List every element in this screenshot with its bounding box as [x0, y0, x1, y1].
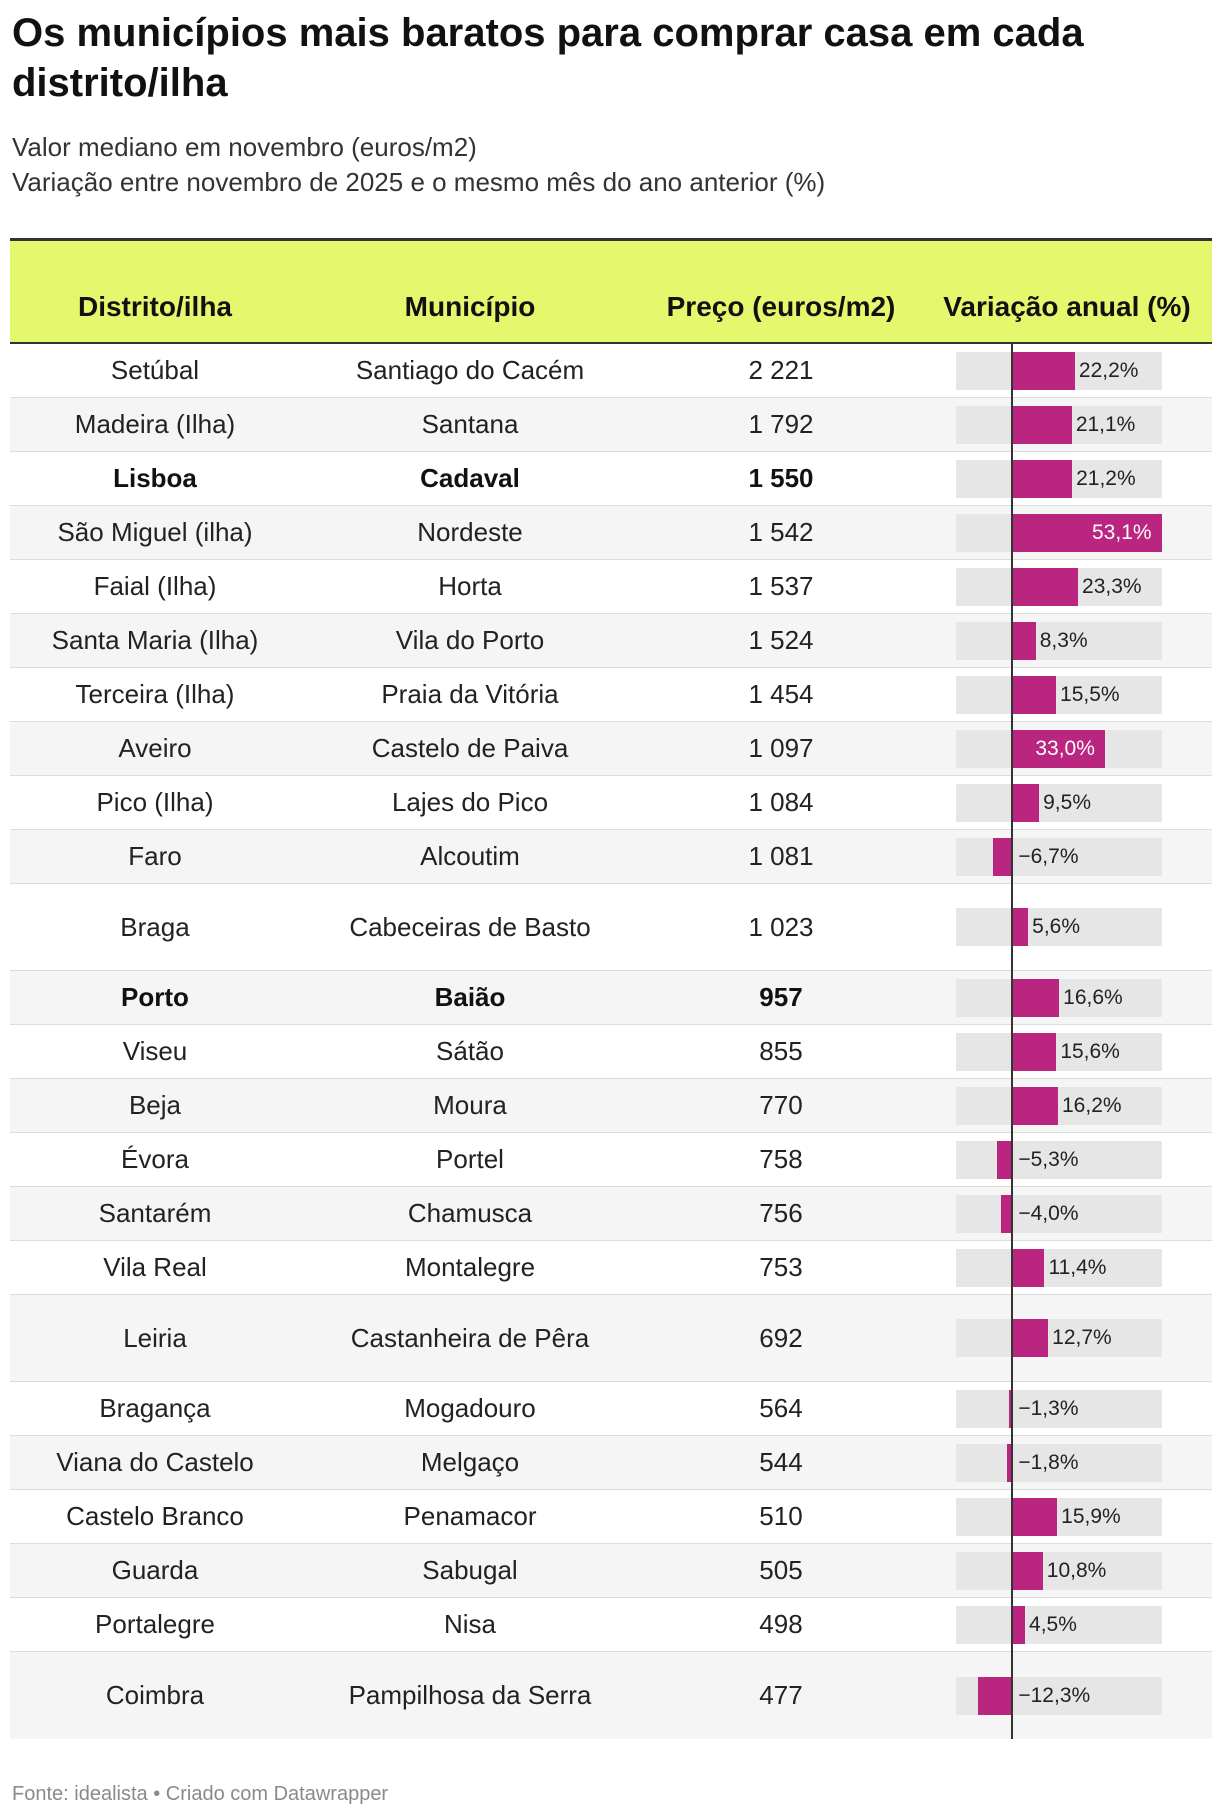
- table-row: [10, 1241, 1212, 1295]
- variation-label: 5,6%: [1032, 915, 1081, 938]
- cell-variation: [922, 560, 1212, 613]
- cell-variation: [922, 1490, 1212, 1543]
- cell-variation: [922, 776, 1212, 829]
- cell-district: Leiria: [123, 1322, 187, 1353]
- variation-bar: [1012, 1319, 1048, 1357]
- bar-track: [956, 676, 1162, 714]
- variation-bar: [1012, 460, 1072, 498]
- cell-price: 756: [759, 1198, 803, 1228]
- cell-variation: [922, 1652, 1212, 1739]
- cell-municipality: Penamacor: [403, 1501, 537, 1531]
- cell-municipality: Mogadouro: [404, 1393, 536, 1423]
- table-row: [10, 830, 1212, 884]
- footer-separator: •: [153, 1783, 161, 1805]
- header-municipality[interactable]: Município: [404, 291, 536, 322]
- cell-municipality: Montalegre: [404, 1252, 536, 1282]
- cell-municipality: Cabeceiras de Basto: [349, 911, 591, 942]
- cell-municipality: Alcoutim: [420, 841, 520, 871]
- cell-variation: [922, 884, 1212, 970]
- table-row: [10, 1652, 1212, 1739]
- cell-district: Évora: [121, 1144, 189, 1174]
- cell-variation: [922, 614, 1212, 667]
- cell-district: Santarém: [98, 1198, 212, 1228]
- variation-label: −1,8%: [1018, 1450, 1079, 1474]
- variation-label: −12,3%: [1018, 1683, 1091, 1707]
- cell-variation: [922, 971, 1212, 1024]
- cell-district: Beja: [128, 1090, 182, 1120]
- table-row: [10, 398, 1212, 452]
- variation-bar: [1012, 676, 1056, 714]
- variation-label: −6,7%: [1018, 844, 1079, 868]
- cell-price: 1 792: [748, 409, 814, 439]
- header-district[interactable]: Distrito/ilha: [77, 291, 232, 322]
- cell-variation: [922, 1187, 1212, 1240]
- variation-label: 33,0%: [1035, 736, 1095, 760]
- variation-label: 8,3%: [1039, 628, 1088, 652]
- cell-price: 1 023: [748, 911, 814, 942]
- variation-bar: [1012, 568, 1078, 606]
- variation-label: 21,1%: [1075, 412, 1136, 436]
- variation-bar: [1012, 1606, 1025, 1644]
- variation-bar: [1012, 406, 1071, 444]
- cell-district: São Miguel (ilha): [57, 517, 253, 547]
- variation-label: 22,2%: [1078, 358, 1139, 382]
- chart-title: Os municípios mais baratos para comprar casa em cada distrito/ilha: [12, 11, 1084, 105]
- table-row: [10, 614, 1212, 668]
- variation-bar: [1012, 1552, 1042, 1590]
- cell-price: 1 542: [748, 517, 814, 547]
- cell-district: Setúbal: [110, 355, 200, 385]
- variation-label: 16,6%: [1063, 985, 1123, 1009]
- cell-municipality: Praia da Vitória: [381, 679, 559, 709]
- cell-municipality: Castelo de Paiva: [371, 733, 569, 763]
- table-row: [10, 1133, 1212, 1187]
- cell-variation: [922, 506, 1212, 559]
- variation-label: 4,5%: [1029, 1612, 1077, 1636]
- cell-price: 855: [759, 1036, 803, 1066]
- cell-price: 692: [759, 1322, 803, 1353]
- zero-axis-line: [1011, 344, 1013, 1739]
- cell-district: Lisboa: [113, 463, 197, 493]
- table-row: [10, 344, 1212, 398]
- cell-municipality: Portel: [436, 1144, 504, 1174]
- variation-label: 9,5%: [1043, 790, 1091, 814]
- cell-variation: [922, 452, 1212, 505]
- cell-district: Coimbra: [105, 1680, 205, 1710]
- cell-price: 957: [759, 982, 803, 1012]
- cell-district: Portalegre: [95, 1609, 215, 1639]
- cell-variation: [922, 1544, 1212, 1597]
- variation-bar: [1012, 979, 1059, 1017]
- cell-district: Vila Real: [103, 1252, 207, 1282]
- subtitle-line-1: Valor mediano em novembro (euros/m2): [12, 132, 477, 162]
- table-row: [10, 971, 1212, 1025]
- cell-variation: [922, 1079, 1212, 1132]
- variation-label: −5,3%: [1018, 1147, 1079, 1171]
- cell-variation: [922, 1025, 1212, 1078]
- cell-price: 1 097: [748, 733, 814, 763]
- cell-price: 544: [759, 1447, 803, 1477]
- variation-label: 23,3%: [1082, 574, 1142, 598]
- table-row: [10, 452, 1212, 506]
- cell-municipality: Chamusca: [407, 1198, 533, 1228]
- bar-track: [956, 1498, 1162, 1536]
- cell-district: Aveiro: [118, 733, 192, 763]
- table-row: [10, 1295, 1212, 1382]
- table-row: [10, 1187, 1212, 1241]
- variation-bar: [1012, 1087, 1058, 1125]
- cell-municipality: Castanheira de Pêra: [350, 1322, 590, 1353]
- cell-district: Braga: [120, 911, 190, 942]
- cell-district: Viana do Castelo: [56, 1447, 254, 1477]
- table-row: [10, 1436, 1212, 1490]
- cell-price: 505: [759, 1555, 803, 1585]
- cell-price: 1 081: [748, 841, 814, 871]
- variation-label: −4,0%: [1018, 1201, 1079, 1225]
- cell-municipality: Santana: [421, 409, 519, 439]
- subtitle-line-2: Variação entre novembro de 2025 e o mesmo mês do ano anterior (%): [12, 167, 826, 197]
- table-row: [10, 1544, 1212, 1598]
- cell-price: 1 537: [748, 571, 814, 601]
- variation-bar: [1012, 1498, 1057, 1536]
- cell-variation: [922, 1241, 1212, 1294]
- cell-price: 753: [759, 1252, 803, 1282]
- variation-label: −1,3%: [1018, 1396, 1079, 1420]
- cell-variation: [922, 344, 1212, 397]
- cell-price: 564: [759, 1393, 803, 1423]
- cell-variation: [922, 1598, 1212, 1651]
- table-row: [10, 668, 1212, 722]
- variation-label: 10,8%: [1046, 1558, 1107, 1582]
- cell-variation: [922, 830, 1212, 883]
- variation-bar: [1012, 784, 1039, 822]
- source-text: Fonte: idealista: [12, 1783, 148, 1805]
- cell-municipality: Horta: [438, 571, 502, 601]
- variation-bar: [978, 1677, 1013, 1715]
- cell-price: 498: [759, 1609, 803, 1639]
- table-row: [10, 884, 1212, 971]
- cell-municipality: Sabugal: [422, 1555, 518, 1585]
- credit-text: Criado com Datawrapper: [165, 1783, 389, 1805]
- cell-municipality: Melgaço: [420, 1447, 520, 1477]
- cell-municipality: Nordeste: [417, 517, 523, 547]
- table-row: [10, 722, 1212, 776]
- variation-bar: [997, 1141, 1012, 1179]
- variation-bar: [993, 838, 1012, 876]
- variation-bar: [1012, 1249, 1044, 1287]
- variation-label: 53,1%: [1092, 520, 1152, 544]
- cell-municipality: Vila do Porto: [395, 625, 545, 655]
- cell-variation: [922, 398, 1212, 451]
- cell-district: Pico (Ilha): [96, 787, 214, 817]
- table-row: [10, 1598, 1212, 1652]
- cell-municipality: Moura: [433, 1090, 507, 1120]
- bar-track: [956, 1087, 1162, 1125]
- variation-bar: [1012, 622, 1035, 660]
- table-row: [10, 1490, 1212, 1544]
- cell-district: Viseu: [122, 1036, 188, 1066]
- chart-subtitle: [12, 130, 825, 200]
- cell-price: 770: [759, 1090, 803, 1120]
- variation-label: 16,2%: [1062, 1093, 1122, 1117]
- cell-district: Faro: [128, 841, 182, 871]
- cell-price: 2 221: [748, 355, 814, 385]
- table-header: [10, 238, 1212, 344]
- cell-municipality: Sátão: [436, 1036, 504, 1066]
- cell-municipality: Pampilhosa da Serra: [348, 1680, 592, 1710]
- cell-variation: [922, 668, 1212, 721]
- cell-district: Santa Maria (Ilha): [51, 625, 259, 655]
- cell-price: 510: [759, 1501, 803, 1531]
- cell-municipality: Cadaval: [420, 463, 520, 493]
- table-row: [10, 1079, 1212, 1133]
- cell-price: 758: [759, 1144, 803, 1174]
- cell-district: Faial (Ilha): [93, 571, 217, 601]
- cell-price: 1 084: [748, 787, 814, 817]
- cell-price: 1 550: [748, 463, 814, 493]
- data-table: [10, 238, 1212, 1739]
- cell-price: 1 454: [748, 679, 814, 709]
- variation-bar: [1012, 352, 1075, 390]
- variation-bar: [1012, 1033, 1056, 1071]
- table-row: [10, 506, 1212, 560]
- bar-track: [956, 1033, 1162, 1071]
- table-row: [10, 560, 1212, 614]
- cell-municipality: Lajes do Pico: [391, 787, 549, 817]
- table-row: [10, 776, 1212, 830]
- header-variation[interactable]: Variação anual (%): [943, 291, 1191, 322]
- cell-municipality: Nisa: [443, 1609, 496, 1639]
- table-body: [10, 344, 1212, 1739]
- cell-variation: [922, 722, 1212, 775]
- header-price[interactable]: Preço (euros/m2): [666, 291, 896, 322]
- variation-label: 12,7%: [1052, 1326, 1112, 1349]
- table-row: [10, 1025, 1212, 1079]
- cell-district: Terceira (Ilha): [75, 679, 235, 709]
- variation-bar: [1012, 908, 1028, 946]
- cell-district: Castelo Branco: [66, 1501, 244, 1531]
- variation-label: 15,5%: [1060, 682, 1120, 706]
- cell-variation: [922, 1382, 1212, 1435]
- cell-variation: [922, 1133, 1212, 1186]
- cell-variation: [922, 1295, 1212, 1381]
- cell-price: 1 524: [748, 625, 814, 655]
- variation-label: 21,2%: [1076, 466, 1136, 490]
- variation-label: 15,9%: [1061, 1504, 1121, 1528]
- cell-district: Porto: [121, 982, 189, 1012]
- variation-label: 11,4%: [1048, 1255, 1107, 1279]
- cell-variation: [922, 1436, 1212, 1489]
- table-row: [10, 1382, 1212, 1436]
- chart-footer: [12, 1783, 388, 1806]
- cell-municipality: Santiago do Cacém: [355, 355, 585, 385]
- variation-label: 15,6%: [1060, 1039, 1120, 1063]
- cell-municipality: Baião: [434, 982, 506, 1012]
- cell-district: Bragança: [99, 1393, 211, 1423]
- cell-district: Guarda: [111, 1555, 199, 1585]
- cell-price: 477: [759, 1680, 803, 1710]
- cell-district: Madeira (Ilha): [74, 409, 236, 439]
